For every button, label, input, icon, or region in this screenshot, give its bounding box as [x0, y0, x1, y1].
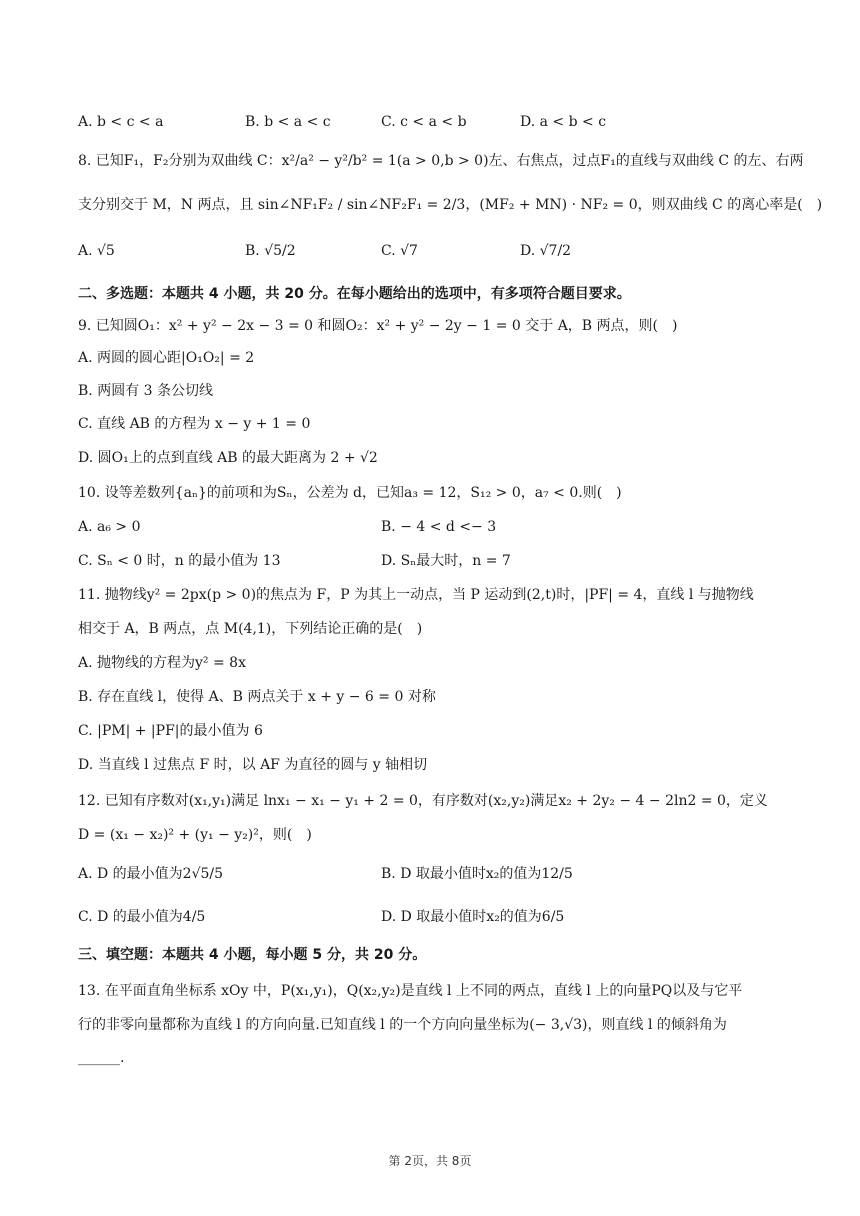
- q9-option-d: D. 圆O₁上的点到直线 AB 的最大距离为 2 + √2: [78, 450, 378, 466]
- q11-option-b: B. 存在直线 l，使得 A、B 两点关于 x + y − 6 = 0 对称: [78, 689, 436, 705]
- q10-stem: 10. 设等差数列{aₙ}的前项和为Sₙ，公差为 d，已知a₃ = 12，S₁₂ > 0，a₇ < 0.则( ): [78, 485, 622, 501]
- q8-stem-line2: 支分别交于 M，N 两点，且 sin∠NF₁F₂ / sin∠NF₂F₁ = 2/3，(MF₂ + MN) · NF₂ = 0，则双曲线 C 的离心率是( ): [78, 197, 823, 213]
- q10-option-d: D. Sₙ最大时，n = 7: [381, 553, 511, 569]
- q8-option-b: B. √5/2: [245, 243, 296, 259]
- q11-stem-line2: 相交于 A，B 两点，点 M(4,1)，下列结论正确的是( ): [78, 621, 423, 637]
- q10-option-c: C. Sₙ < 0 时，n 的最小值为 13: [78, 553, 281, 569]
- q13-answer-blank: ______.: [78, 1050, 125, 1066]
- q12-option-a: A. D 的最小值为2√5/5: [78, 866, 224, 882]
- q9-option-a: A. 两圆的圆心距|O₁O₂| = 2: [78, 350, 255, 366]
- q7-option-d: D. a < b < c: [520, 114, 607, 130]
- q11-option-a: A. 抛物线的方程为y² = 8x: [78, 655, 246, 671]
- q11-stem-line1: 11. 抛物线y² = 2px(p > 0)的焦点为 F，P 为其上一动点，当 P 运动到(2,t)时，|PF| = 4，直线 l 与抛物线: [78, 587, 754, 603]
- q12-option-d: D. D 取最小值时x₂的值为6/5: [381, 909, 565, 925]
- q8-option-d: D. √7/2: [520, 243, 572, 259]
- q11-option-c: C. |PM| + |PF|的最小值为 6: [78, 723, 263, 739]
- q9-stem: 9. 已知圆O₁：x² + y² − 2x − 3 = 0 和圆O₂：x² + y² − 2y − 1 = 0 交于 A，B 两点，则( ): [78, 318, 678, 334]
- q8-option-c: C. √7: [381, 243, 418, 259]
- q7-option-a: A. b < c < a: [78, 114, 164, 130]
- q12-stem-line2: D = (x₁ − x₂)² + (y₁ − y₂)²，则( ): [78, 827, 312, 843]
- section2-heading: 二、多选题：本题共 4 小题，共 20 分。在每小题给出的选项中，有多项符合题目要求。: [78, 286, 631, 302]
- q9-option-b: B. 两圆有 3 条公切线: [78, 383, 213, 399]
- q10-option-b: B. − 4 < d <− 3: [381, 519, 497, 535]
- q12-stem-line1: 12. 已知有序数对(x₁,y₁)满足 lnx₁ − x₁ − y₁ + 2 = 0，有序数对(x₂,y₂)满足x₂ + 2y₂ − 4 − 2ln2 = 0，定义: [78, 793, 768, 809]
- q12-option-b: B. D 取最小值时x₂的值为12/5: [381, 866, 573, 882]
- page-footer: 第 2页，共 8页: [388, 1154, 472, 1168]
- q13-stem-line2: 行的非零向量都称为直线 l 的方向向量.已知直线 l 的一个方向向量坐标为(− 3,√3)，则直线 l 的倾斜角为: [78, 1017, 727, 1033]
- q10-option-a: A. a₆ > 0: [78, 519, 141, 535]
- q8-option-a: A. √5: [78, 243, 115, 259]
- q7-option-b: B. b < a < c: [245, 114, 331, 130]
- q12-option-c: C. D 的最小值为4/5: [78, 909, 206, 925]
- q9-option-c: C. 直线 AB 的方程为 x − y + 1 = 0: [78, 416, 311, 432]
- section3-heading: 三、填空题：本题共 4 小题，每小题 5 分，共 20 分。: [78, 947, 427, 963]
- q13-stem-line1: 13. 在平面直角坐标系 xOy 中，P(x₁,y₁)，Q(x₂,y₂)是直线 l 上不同的两点，直线 l 上的向量PQ以及与它平: [78, 983, 743, 999]
- q7-option-c: C. c < a < b: [381, 114, 467, 130]
- q11-option-d: D. 当直线 l 过焦点 F 时，以 AF 为直径的圆与 y 轴相切: [78, 757, 428, 773]
- q8-stem-line1: 8. 已知F₁，F₂分别为双曲线 C：x²/a² − y²/b² = 1(a > 0,b > 0)左、右焦点，过点F₁的直线与双曲线 C 的左、右两: [78, 153, 804, 169]
